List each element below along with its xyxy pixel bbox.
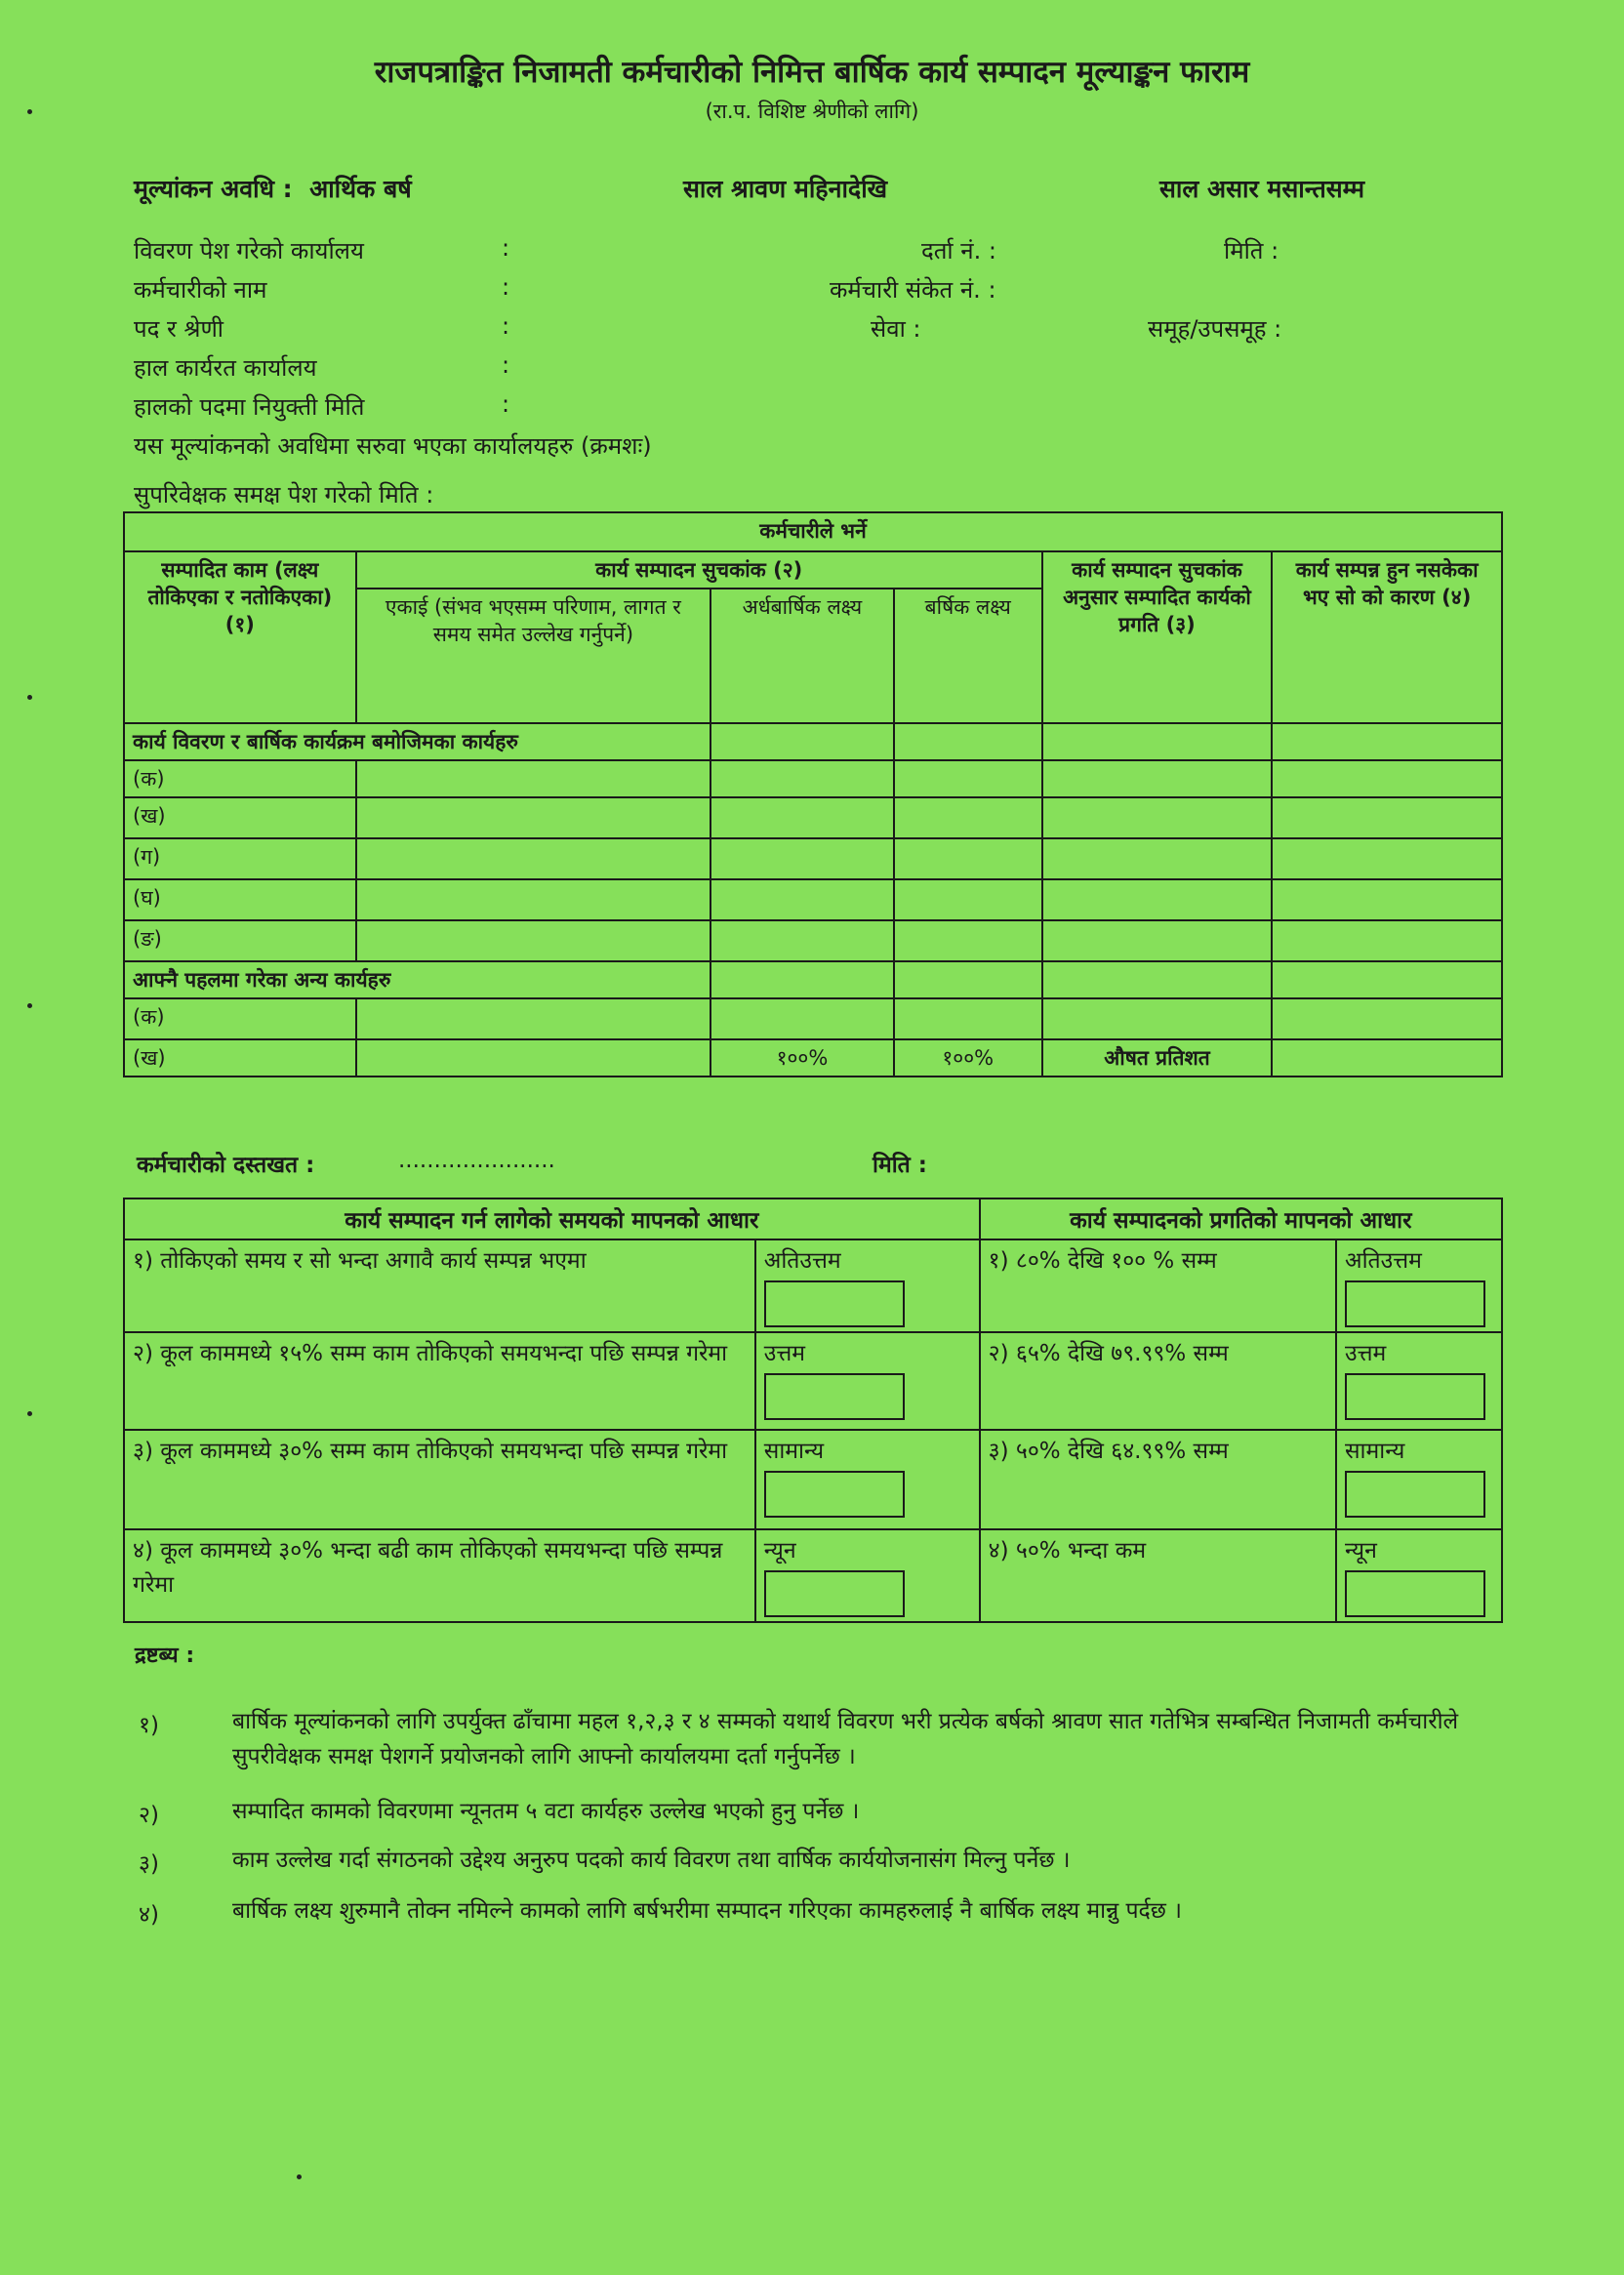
table-cell[interactable] <box>1272 838 1502 879</box>
table1-heading: कर्मचारीले भर्ने <box>124 512 1502 551</box>
time-criterion-2: २) कूल काममध्ये १५% सम्म काम तोकिएको समयभन्दा पछि सम्पन्न गरेमा <box>124 1332 755 1430</box>
note-text: काम उल्लेख गर्दा संगठनको उद्देश्य अनुरुप पदको कार्य विवरण तथा वार्षिक कार्ययोजनासंग मिल्नु पर्नेछ । <box>232 1848 1071 1873</box>
period-label-text: मूल्यांकन अवधि : <box>134 175 293 203</box>
progress-criterion-1: १) ८०% देखि १०० % सम्म <box>980 1239 1336 1332</box>
scan-dot <box>27 109 32 114</box>
field-submitted-date: सुपरिवेक्षक समक्ष पेश गरेको मिति : <box>134 481 434 508</box>
table-cell[interactable] <box>710 723 894 760</box>
table-cell[interactable] <box>1042 760 1273 797</box>
table-cell[interactable] <box>1272 920 1502 961</box>
table-cell[interactable] <box>1272 961 1502 998</box>
table-cell[interactable] <box>356 797 710 838</box>
field-reg-no: दर्ता नं. : <box>921 237 996 264</box>
field-current-office: हाल कार्यरत कार्यालय <box>134 354 317 382</box>
col-header-4: कार्य सम्पन्न हुन नसकेका भए सो को कारण (४) <box>1272 551 1502 723</box>
field-transfers: यस मूल्यांकनको अवधिमा सरुवा भएका कार्यालयहरु (क्रमशः) <box>134 432 652 460</box>
grade-label: न्यून <box>763 1538 796 1564</box>
period-to: साल असार मसान्तसम्म <box>1159 175 1365 203</box>
table-cell[interactable] <box>356 998 710 1039</box>
table-cell[interactable] <box>1272 998 1502 1039</box>
table-cell[interactable] <box>894 998 1042 1039</box>
grade-checkbox[interactable] <box>1345 1570 1485 1617</box>
form-title: राजपत्राङ्कित निजामती कर्मचारीको निमित्त बार्षिक कार्य सम्पादन मूल्याङ्कन फाराम <box>374 55 1250 90</box>
table-cell[interactable] <box>710 920 894 961</box>
field-office: विवरण पेश गरेको कार्यालय <box>134 237 364 264</box>
row-label: (ख) <box>124 1039 356 1077</box>
colon: : <box>502 312 510 340</box>
table-cell[interactable] <box>1042 998 1273 1039</box>
note-text: सम्पादित कामको विवरणमा न्यूनतम ५ वटा कार्यहरु उल्लेख भएको हुनु पर्नेछ । <box>232 1799 860 1824</box>
note-number: १) <box>139 1713 159 1738</box>
table-cell[interactable] <box>710 879 894 920</box>
grading-basis-table <box>123 1198 1503 1623</box>
colon: : <box>502 273 510 301</box>
row-label: (क) <box>124 998 356 1039</box>
note-text: बार्षिक लक्ष्य शुरुमानै तोक्न नमिल्ने कामको लागि बर्षभरीमा सम्पादन गरिएका कामहरुलाई नै बार्षिक लक्ष्य मान्नु पर्दछ । <box>232 1898 1182 1924</box>
table-cell[interactable] <box>894 838 1042 879</box>
grade-label: अतिउत्तम <box>763 1248 841 1274</box>
colon: : <box>502 351 510 379</box>
table-cell[interactable] <box>894 961 1042 998</box>
grade-checkbox[interactable] <box>764 1471 905 1518</box>
time-grade-4 <box>755 1529 980 1622</box>
grade-label: सामान्य <box>1345 1439 1405 1464</box>
field-appointment-date: हालको पदमा नियुक्ती मिति <box>134 393 365 421</box>
note-text: बार्षिक मूल्यांकनको लागि उपर्युक्त ढाँचामा महल १,२,३ र ४ सम्मको यथार्थ विवरण भरी प्रत्येक बर्षको श्रावण सात गतेभित्र सम्बन्धित निजामती कर्मचारीले सुपरीवेक्षक समक्ष पेशगर्ने प्रयोजनको लागि आफ्नो कार्यालयमा दर्ता गर्नुपर्नेछ । <box>232 1709 1459 1769</box>
progress-grade-2 <box>1336 1332 1502 1430</box>
table-cell[interactable] <box>710 961 894 998</box>
grade-checkbox[interactable] <box>764 1570 905 1617</box>
scan-dot <box>27 695 32 700</box>
grade-label: अतिउत्तम <box>1345 1248 1422 1274</box>
table-cell[interactable] <box>356 879 710 920</box>
col-header-1: सम्पादित काम (लक्ष्य तोकिएका र नतोकिएका) (१) <box>124 551 356 723</box>
grade-checkbox[interactable] <box>764 1373 905 1420</box>
scan-dot <box>27 1003 32 1008</box>
fiscal-year-label: आर्थिक बर्ष <box>309 175 412 203</box>
table-cell[interactable] <box>1042 920 1273 961</box>
signature-label: कर्मचारीको दस्तखत : <box>137 1153 315 1178</box>
section-annual-tasks: कार्य विवरण र बार्षिक कार्यक्रम बमोजिमका कार्यहरु <box>124 723 710 760</box>
average-percent-label: औषत प्रतिशत <box>1042 1039 1273 1077</box>
field-group: समूह/उपसमूह : <box>1148 315 1282 343</box>
table-cell[interactable] <box>894 760 1042 797</box>
row-label: (घ) <box>124 879 356 920</box>
table-cell[interactable] <box>1042 723 1273 760</box>
table-cell[interactable] <box>894 797 1042 838</box>
grade-checkbox[interactable] <box>764 1280 905 1327</box>
grade-label: न्यून <box>1345 1538 1377 1564</box>
table-cell[interactable] <box>1272 879 1502 920</box>
col-header-2b: अर्धबार्षिक लक्ष्य <box>710 589 894 723</box>
period-label <box>134 172 412 205</box>
field-date: मिति : <box>1224 237 1279 264</box>
col-header-2: कार्य सम्पादन सुचकांक (२) <box>356 551 1042 589</box>
time-criterion-1: १) तोकिएको समय र सो भन्दा अगावै कार्य सम्पन्न भएमा <box>124 1239 755 1332</box>
table-cell[interactable] <box>1272 760 1502 797</box>
table-cell[interactable] <box>1042 961 1273 998</box>
employee-fill-table <box>123 511 1503 1077</box>
progress-grade-1 <box>1336 1239 1502 1332</box>
table-cell[interactable] <box>356 920 710 961</box>
form-subtitle: (रा.प. विशिष्ट श्रेणीको लागि) <box>705 100 919 123</box>
colon: : <box>502 390 510 418</box>
grading-time-header: कार्य सम्पादन गर्न लागेको समयको मापनको आधार <box>124 1198 980 1239</box>
period-from: साल श्रावण महिनादेखि <box>683 175 888 203</box>
field-name: कर्मचारीको नाम <box>134 276 267 304</box>
grade-checkbox[interactable] <box>1345 1280 1485 1327</box>
scan-dot <box>297 2174 302 2179</box>
row-label: (ख) <box>124 797 356 838</box>
scan-dot <box>27 1411 32 1416</box>
note-number: ४) <box>139 1902 159 1928</box>
grade-label: उत्तम <box>1345 1341 1387 1366</box>
table-cell[interactable] <box>894 723 1042 760</box>
table-cell[interactable] <box>356 760 710 797</box>
notes-label: द्रष्टब्य : <box>135 1644 195 1668</box>
table-cell[interactable] <box>1042 838 1273 879</box>
progress-grade-3 <box>1336 1430 1502 1529</box>
row-label: (ग) <box>124 838 356 879</box>
table-cell[interactable] <box>1042 797 1273 838</box>
row-label: (ङ) <box>124 920 356 961</box>
colon: : <box>502 234 510 262</box>
note-number: २) <box>139 1803 159 1828</box>
time-criterion-4: ४) कूल काममध्ये ३०% भन्दा बढी काम तोकिएको समयभन्दा पछि सम्पन्न गरेमा <box>124 1529 755 1622</box>
grade-label: सामान्य <box>763 1439 825 1464</box>
annual-percent: १००% <box>894 1039 1042 1077</box>
table-cell[interactable] <box>710 838 894 879</box>
time-grade-2 <box>755 1332 980 1430</box>
field-emp-code: कर्मचारी संकेत नं. : <box>830 276 996 304</box>
time-grade-3 <box>755 1430 980 1529</box>
table-cell[interactable] <box>356 838 710 879</box>
progress-grade-4 <box>1336 1529 1502 1622</box>
table-cell[interactable] <box>894 920 1042 961</box>
progress-criterion-3: ३) ५०% देखि ६४.९९% सम्म <box>980 1430 1336 1529</box>
field-post: पद र श्रेणी <box>134 315 224 343</box>
col-header-2a: एकाई (संभव भएसम्म परिणाम, लागत र समय समेत उल्लेख गर्नुपर्ने) <box>356 589 710 723</box>
table-cell[interactable] <box>356 1039 710 1077</box>
table-cell[interactable] <box>1272 723 1502 760</box>
time-criterion-3: ३) कूल काममध्ये ३०% सम्म काम तोकिएको समयभन्दा पछि सम्पन्न गरेमा <box>124 1430 755 1529</box>
table-cell[interactable] <box>894 879 1042 920</box>
section-own-initiative: आफ्नै पहलमा गरेका अन्य कार्यहरु <box>124 961 710 998</box>
field-service: सेवा : <box>871 315 921 343</box>
col-header-2c: बर्षिक लक्ष्य <box>894 589 1042 723</box>
table-cell[interactable] <box>710 797 894 838</box>
table-cell[interactable] <box>1042 879 1273 920</box>
progress-criterion-2: २) ६५% देखि ७९.९९% सम्म <box>980 1332 1336 1430</box>
grade-checkbox[interactable] <box>1345 1471 1485 1518</box>
table-cell[interactable] <box>1272 797 1502 838</box>
note-number: ३) <box>139 1851 159 1877</box>
col-header-3: कार्य सम्पादन सुचकांक अनुसार सम्पादित कार्यको प्रगति (३) <box>1042 551 1273 723</box>
half-year-percent: १००% <box>710 1039 894 1077</box>
signature-date-label: मिति : <box>873 1153 927 1178</box>
time-grade-1 <box>755 1239 980 1332</box>
signature-line[interactable]: ...................... <box>398 1148 555 1173</box>
table-cell[interactable] <box>710 998 894 1039</box>
table-cell[interactable] <box>1272 1039 1502 1077</box>
grading-progress-header: कार्य सम्पादनको प्रगतिको मापनको आधार <box>980 1198 1502 1239</box>
table-cell[interactable] <box>710 760 894 797</box>
grade-label: उत्तम <box>763 1341 806 1366</box>
progress-criterion-4: ४) ५०% भन्दा कम <box>980 1529 1336 1622</box>
grade-checkbox[interactable] <box>1345 1373 1485 1420</box>
row-label: (क) <box>124 760 356 797</box>
